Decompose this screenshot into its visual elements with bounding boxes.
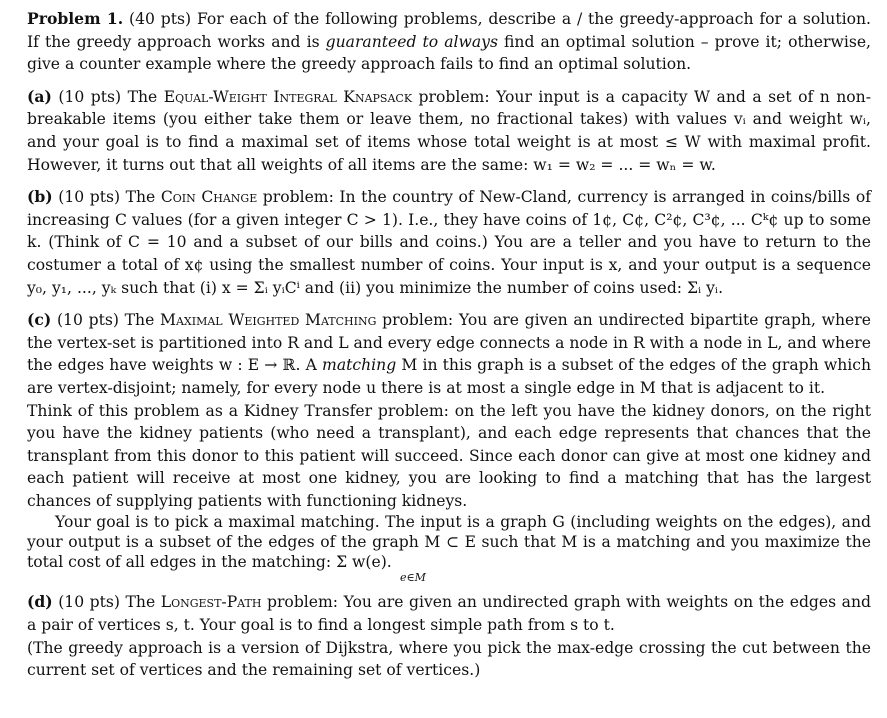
part-c-points: (10 pts) [56, 311, 119, 330]
part-c-text-3: M in this graph is a subset of the edges of the graph which are vertex-disjoint; namely, for every node u there is at most a single edge in M that is adjacent to it. [27, 356, 871, 397]
part-c-label: (c) [27, 310, 52, 330]
part-a-label: (a) [27, 86, 52, 106]
part-c-text-1: The [124, 311, 161, 330]
part-c-matching-term: matching [322, 356, 397, 375]
part-b-label: (b) [27, 187, 53, 207]
part-b-text-1: The [125, 188, 161, 207]
part-c-kidney-paragraph: Think of this problem as a Kidney Transfer problem: on the left you have the kidney donors, on the right you have the kidney patients (who need a transplant), and each edge represents that chances that the transplant from this donor to this patient will succeed. Since each donor can give at most one kidney and each patient will receive at most one kidney, you are looking to find a matching that has the largest chances of supplying patients with functioning kidneys. [27, 401, 871, 510]
part-a-problem-name: Equal-Weight Integral Knapsack [163, 87, 413, 106]
part-c-goal-paragraph: Your goal is to pick a maximal matching. The input is a graph G (including weights on the edges), and your output is a subset of the edges of the graph M ⊂ E such that M is a matching and you maximize the total cost of all edges in the matching: Σ w(e). [27, 513, 871, 572]
part-d-points: (10 pts) [58, 593, 120, 612]
part-c-problem-name: Maximal Weighted Matching [160, 311, 377, 330]
part-a-text-2: problem: Your input is a capacity W and a set of n non-breakable items (you either take them or leave them, no fractional takes) with values vᵢ and weight wᵢ, and your goal is to find a maximal set of items whose total weight is at most ≤ W with maximal profit. However, it turns out that all weights of all items are the same: w₁ = w₂ = ... = wₙ = w. [27, 87, 871, 174]
part-b-points: (10 pts) [58, 188, 121, 207]
part-d [27, 591, 871, 636]
problem-intro-text-1: For each of the following problems, describe a / the greedy-approach for a solution. If the greedy approach works and is [27, 10, 871, 51]
problem-intro [27, 8, 871, 76]
problem-points: (40 pts) [129, 10, 192, 28]
part-a [27, 86, 871, 176]
part-c-sum-subscript: e∈M [400, 571, 426, 585]
part-b [27, 186, 871, 299]
part-c-text-2: problem: You are given an undirected bipartite graph, where the vertex-set is partitioned into R and L and every edge connects a node in R with a node in L, and where the edges have weights w : E → ℝ. A [27, 311, 871, 375]
part-d-text-2: problem: You are given an undirected graph with weights on the edges and a pair of vertices s, t. Your goal is to find a longest simple path from s to t. [27, 593, 871, 635]
part-a-text-1: The [127, 87, 164, 106]
part-d-greedy-note: (The greedy approach is a version of Dijkstra, where you pick the max-edge crossing the cut between the current set of vertices and the remaining set of vertices.) [27, 638, 871, 680]
problem-intro-text-2: find an optimal solution – prove it; otherwise, give a counter example where the greedy approach fails to find an optimal solution. [27, 32, 872, 74]
part-a-points: (10 pts) [58, 87, 122, 106]
part-b-problem-name: Coin Change [160, 188, 258, 207]
problem-intro-emphasis: guaranteed to always [325, 32, 498, 51]
part-d-label: (d) [27, 592, 53, 612]
part-b-text-2: problem: In the country of New-Cland, currency is arranged in coins/bills of increasing C values (for a given integer C > 1). I.e., they have coins of 1¢, C¢, C²¢, C³¢, ... Cᵏ¢ up to some k. (Think of C = 10 and a subset of our bills and coins.) You are a teller and you have to return to the costumer a total of x¢ using the smallest number of coins. Your input is x, and your output is a sequence y₀, y₁, ..., yₖ such that (i) x = Σᵢ yᵢCⁱ and (ii) you minimize the number of coins used: Σᵢ yᵢ. [27, 188, 871, 297]
part-c [27, 309, 871, 399]
part-d-text-1: The [125, 593, 161, 612]
problem-heading: Problem 1. [27, 9, 124, 28]
part-d-problem-name: Longest-Path [160, 593, 262, 612]
